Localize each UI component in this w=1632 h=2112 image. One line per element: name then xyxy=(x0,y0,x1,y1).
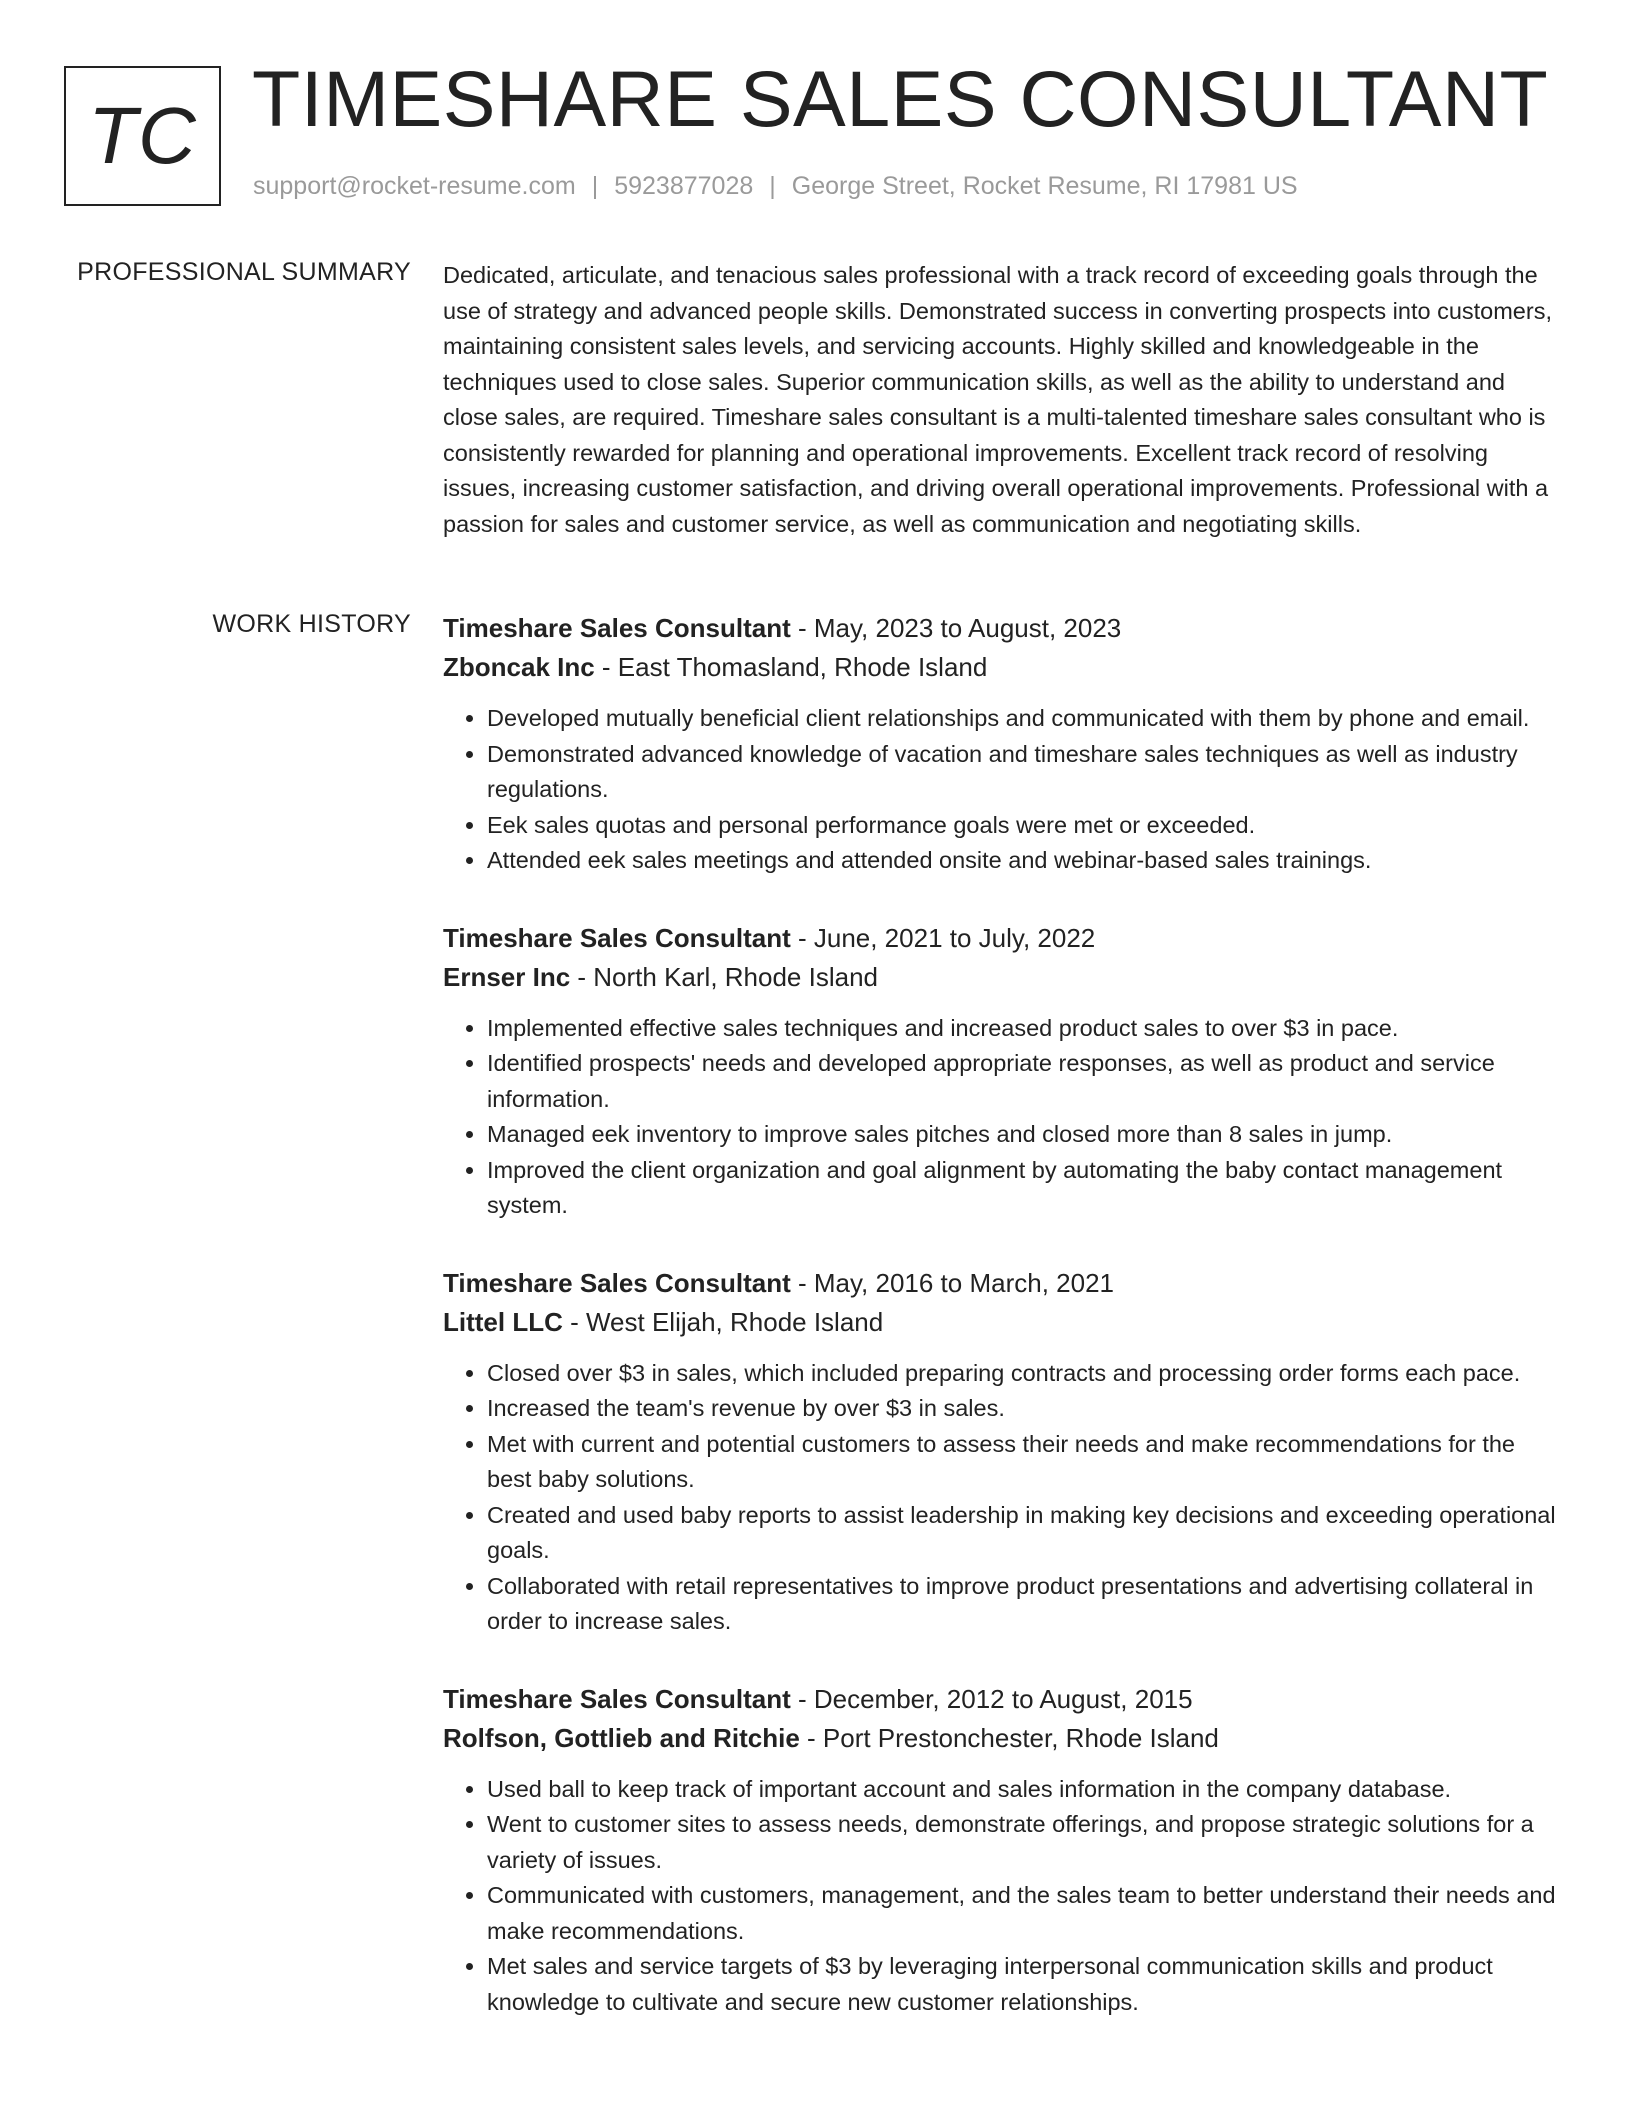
summary-section-label: PROFESSIONAL SUMMARY xyxy=(77,258,411,286)
job-title: Timeshare Sales Consultant xyxy=(443,922,791,953)
contact-separator: | xyxy=(769,172,776,200)
job-bullet: • Attended eek sales meetings and attended onsite and webinar-based sales trainings. xyxy=(487,843,1558,879)
job-company: Zboncak Inc xyxy=(443,652,595,682)
job-title-line xyxy=(443,1264,1558,1303)
contact-email: support@rocket-resume.com xyxy=(253,172,576,200)
job-bullet-list xyxy=(443,1772,1558,2021)
job-entry xyxy=(443,1680,1558,2021)
job-company-line xyxy=(443,1303,1558,1342)
job-title-line xyxy=(443,1680,1558,1719)
job-dates: - May, 2016 to March, 2021 xyxy=(790,1267,1114,1298)
job-bullet: • Closed over $3 in sales, which included preparing contracts and processing order forms each pace. xyxy=(487,1356,1558,1392)
monogram-initials: TC xyxy=(88,91,197,180)
job-list xyxy=(443,609,1558,2020)
job-entry xyxy=(443,609,1558,879)
job-dates: - June, 2021 to July, 2022 xyxy=(790,922,1096,953)
job-bullet-list xyxy=(443,701,1558,879)
job-bullet: • Met with current and potential customers to assess their needs and make recommendations for the best baby solutions. xyxy=(487,1427,1558,1498)
job-entry xyxy=(443,919,1558,1224)
job-company-line xyxy=(443,648,1558,687)
job-bullet: • Eek sales quotas and personal performance goals were met or exceeded. xyxy=(487,808,1558,844)
job-bullet: • Managed eek inventory to improve sales pitches and closed more than 8 sales in jump. xyxy=(487,1117,1558,1153)
job-bullet: • Improved the client organization and goal alignment by automating the baby contact management system. xyxy=(487,1153,1558,1224)
job-title: Timeshare Sales Consultant xyxy=(443,1683,791,1714)
job-bullet: • Increased the team's revenue by over $3 in sales. xyxy=(487,1391,1558,1427)
job-company-line xyxy=(443,1719,1558,1758)
job-dates: - May, 2023 to August, 2023 xyxy=(790,613,1122,643)
job-bullet: • Developed mutually beneficial client relationships and communicated with them by phone and email. xyxy=(487,701,1558,737)
summary-text: Dedicated, articulate, and tenacious sales professional with a track record of exceeding goals through the use of strategy and advanced people skills. Demonstrated success in converting prospects into customers, maintaining consistent sales levels, and servicing accounts. Highly skilled and knowledgeable in the techniques used to close sales. Superior communication skills, as well as the ability to understand and close sales, are required. Timeshare sales consultant is a multi-talented timeshare sales consultant who is consistently rewarded for planning and operational improvements. Excellent track record of resolving issues, increasing customer satisfaction, and driving overall operational improvements. Professional with a passion for sales and customer service, as well as communication and negotiating skills. xyxy=(443,262,1552,537)
job-title-line xyxy=(443,919,1558,958)
job-bullet: • Communicated with customers, management, and the sales team to better understand their needs and make recommendations. xyxy=(487,1878,1558,1949)
job-dates: - December, 2012 to August, 2015 xyxy=(790,1683,1193,1714)
job-bullet: • Created and used baby reports to assist leadership in making key decisions and exceeding operational goals. xyxy=(487,1498,1558,1569)
job-company: Ernser Inc xyxy=(443,961,571,992)
job-title: Timeshare Sales Consultant xyxy=(443,613,791,643)
summary-section xyxy=(443,258,1558,542)
work-history-section xyxy=(443,609,1558,2060)
job-title-line xyxy=(443,609,1558,648)
job-bullet: • Went to customer sites to assess needs, demonstrate offerings, and propose strategic solutions for a variety of issues. xyxy=(487,1807,1558,1878)
contact-line xyxy=(253,172,1298,201)
job-location: - West Elijah, Rhode Island xyxy=(562,1306,884,1337)
job-location: - Port Prestonchester, Rhode Island xyxy=(799,1722,1219,1753)
job-title: Timeshare Sales Consultant xyxy=(443,1267,791,1298)
job-bullet: • Demonstrated advanced knowledge of vacation and timeshare sales techniques as well as industry regulations. xyxy=(487,737,1558,808)
contact-separator: | xyxy=(591,172,599,200)
job-company: Littel LLC xyxy=(443,1306,563,1337)
job-bullet: • Implemented effective sales techniques and increased product sales to over $3 in pace. xyxy=(487,1011,1558,1047)
monogram-badge xyxy=(64,66,221,206)
job-bullet: • Used ball to keep track of important account and sales information in the company database. xyxy=(487,1772,1558,1808)
job-bullet-list xyxy=(443,1356,1558,1640)
job-company: Rolfson, Gottlieb and Ritchie xyxy=(443,1722,800,1753)
resume-title: TIMESHARE SALES CONSULTANT xyxy=(252,54,1549,143)
job-bullet: • Collaborated with retail representatives to improve product presentations and advertising collateral in order to increase sales. xyxy=(487,1569,1558,1640)
job-entry xyxy=(443,1264,1558,1640)
job-location: - North Karl, Rhode Island xyxy=(570,961,878,992)
contact-address: George Street, Rocket Resume, RI 17981 US xyxy=(791,172,1298,200)
job-bullet: • Met sales and service targets of $3 by leveraging interpersonal communication skills and product knowledge to cultivate and secure new customer relationships. xyxy=(487,1949,1558,2020)
contact-phone: 5923877028 xyxy=(614,172,754,200)
job-bullet-list xyxy=(443,1011,1558,1224)
job-company-line xyxy=(443,958,1558,997)
job-bullet: • Identified prospects' needs and developed appropriate responses, as well as product and service information. xyxy=(487,1046,1558,1117)
work-history-section-label: WORK HISTORY xyxy=(212,610,411,638)
job-location: - East Thomasland, Rhode Island xyxy=(594,652,988,682)
